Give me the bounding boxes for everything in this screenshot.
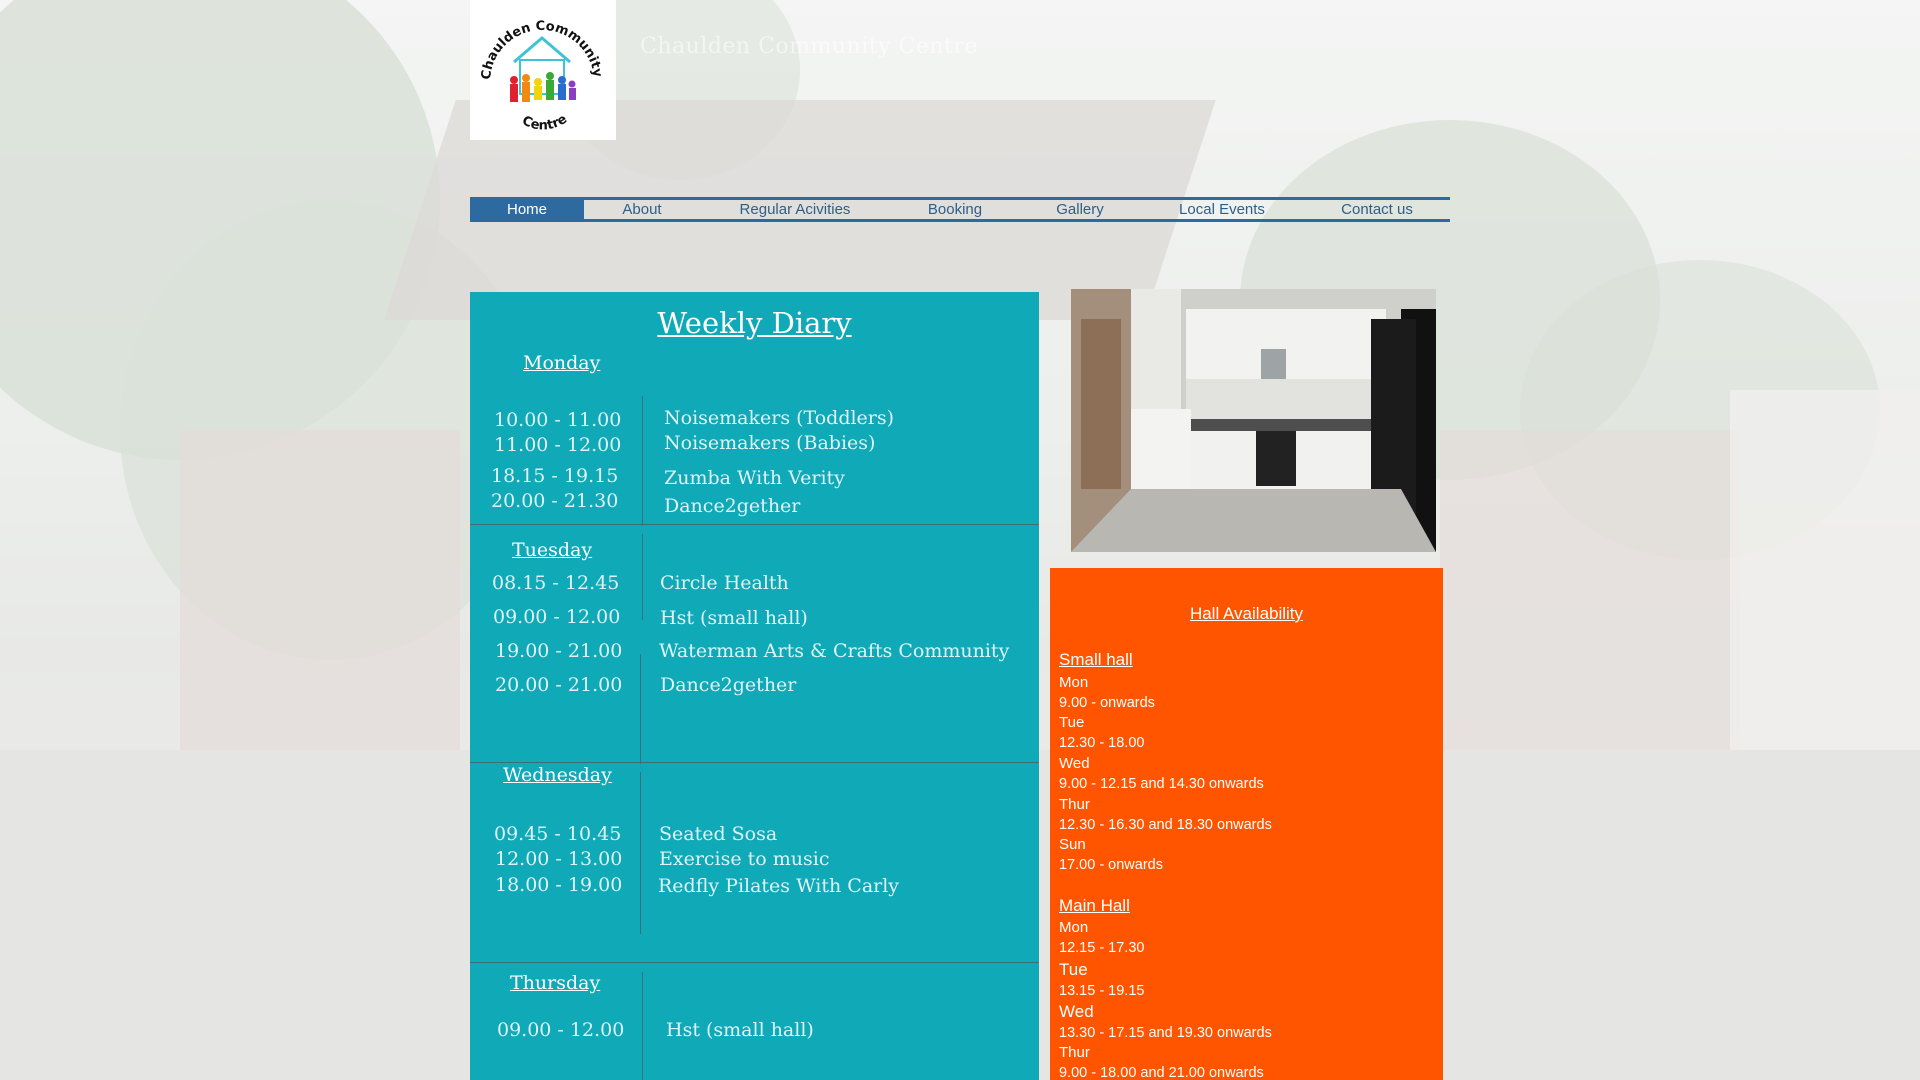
main-hall-day: Tue: [1059, 960, 1088, 979]
main-hall-hours: 9.00 - 18.00 and 21.00 onwards: [1059, 1065, 1264, 1080]
entry-activity: Waterman Arts & Crafts Community: [659, 640, 1010, 662]
main-hall-title: Main Hall: [1059, 896, 1130, 915]
nav-home[interactable]: Home: [470, 200, 584, 219]
entry-time: 08.15 - 12.45: [492, 572, 620, 594]
day-monday: Monday: [523, 352, 601, 374]
diary-divider: [470, 524, 1039, 525]
hall-availability-panel: [1050, 568, 1443, 1080]
entry-time: 09.00 - 12.00: [497, 1019, 625, 1041]
nav-booking[interactable]: Booking: [927, 201, 983, 218]
nav-about[interactable]: About: [622, 201, 662, 218]
day-thursday: Thursday: [510, 972, 601, 994]
site-title: Chaulden Community Centre: [640, 34, 978, 59]
nav-local-events[interactable]: Local Events: [1179, 201, 1265, 218]
diary-divider: [640, 654, 641, 764]
svg-text:Centre: [520, 112, 570, 134]
small-hall-day: Thur: [1059, 796, 1090, 813]
entry-time: 11.00 - 12.00: [494, 434, 622, 456]
diary-divider: [470, 762, 1039, 763]
logo-top-text: Chaulden Community: [478, 18, 605, 81]
entry-activity: Dance2gether: [664, 495, 801, 517]
main-hall-hours: 12.15 - 17.30: [1059, 940, 1145, 956]
logo-house-icon: [470, 0, 616, 140]
small-hall-hours: 9.00 - 12.15 and 14.30 onwards: [1059, 776, 1264, 792]
diary-divider: [642, 972, 643, 1080]
small-hall-hours: 17.00 - onwards: [1059, 857, 1163, 873]
nav-regular-activities[interactable]: Regular Acivities: [739, 201, 851, 218]
main-hall-day: Thur: [1059, 1044, 1090, 1061]
site-logo[interactable]: [470, 0, 616, 140]
svg-text:Chaulden Community: [479, 19, 605, 81]
main-hall-hours: 13.15 - 19.15: [1059, 983, 1145, 999]
day-tuesday: Tuesday: [512, 539, 593, 561]
small-hall-hours: 12.30 - 18.00: [1059, 735, 1145, 751]
diary-title: Weekly Diary: [657, 306, 852, 340]
kitchen-photo: [1071, 289, 1436, 552]
nav-contact-us[interactable]: Contact us: [1341, 201, 1413, 218]
diary-divider: [640, 772, 641, 934]
availability-heading: Hall Availability: [1189, 604, 1304, 623]
main-hall-day: Wed: [1059, 1002, 1094, 1021]
entry-activity: Seated Sosa: [659, 823, 778, 845]
weekly-diary-panel: [470, 292, 1039, 1080]
entry-time: 12.00 - 13.00: [495, 848, 623, 870]
entry-time: 20.00 - 21.00: [495, 674, 623, 696]
logo-bottom-text: Centre: [519, 111, 570, 134]
entry-time: 18.00 - 19.00: [495, 874, 623, 896]
entry-activity: Redfly Pilates With Carly: [658, 875, 900, 897]
entry-activity: Zumba With Verity: [664, 467, 845, 489]
entry-time: 09.00 - 12.00: [493, 606, 621, 628]
small-hall-day: Wed: [1059, 755, 1090, 772]
small-hall-day: Mon: [1059, 674, 1089, 691]
day-wednesday: Wednesday: [503, 764, 612, 786]
diary-divider: [642, 534, 643, 620]
main-hall-hours: 13.30 - 17.15 and 19.30 onwards: [1059, 1025, 1272, 1041]
entry-activity: Noisemakers (Babies): [664, 432, 876, 454]
entry-activity: Hst (small hall): [666, 1019, 814, 1041]
entry-activity: Dance2gether: [660, 674, 797, 696]
main-hall-day: Mon: [1059, 919, 1089, 936]
entry-time: 10.00 - 11.00: [494, 409, 622, 431]
diary-divider: [642, 396, 643, 526]
entry-activity: Exercise to music: [659, 848, 830, 870]
entry-time: 20.00 - 21.30: [491, 490, 619, 512]
entry-activity: Noisemakers (Toddlers): [664, 407, 895, 429]
small-hall-hours: 9.00 - onwards: [1059, 695, 1155, 711]
entry-time: 19.00 - 21.00: [495, 640, 623, 662]
small-hall-title: Small hall: [1059, 650, 1133, 669]
entry-activity: Hst (small hall): [660, 607, 808, 629]
entry-time: 18.15 - 19.15: [491, 465, 619, 487]
small-hall-day: Sun: [1059, 836, 1086, 853]
small-hall-day: Tue: [1059, 714, 1085, 731]
diary-divider: [470, 962, 1039, 963]
entry-time: 09.45 - 10.45: [494, 823, 622, 845]
entry-activity: Circle Health: [660, 572, 789, 594]
nav-gallery[interactable]: Gallery: [1056, 201, 1104, 218]
main-nav: [470, 197, 1450, 222]
small-hall-hours: 12.30 - 16.30 and 18.30 onwards: [1059, 817, 1272, 833]
